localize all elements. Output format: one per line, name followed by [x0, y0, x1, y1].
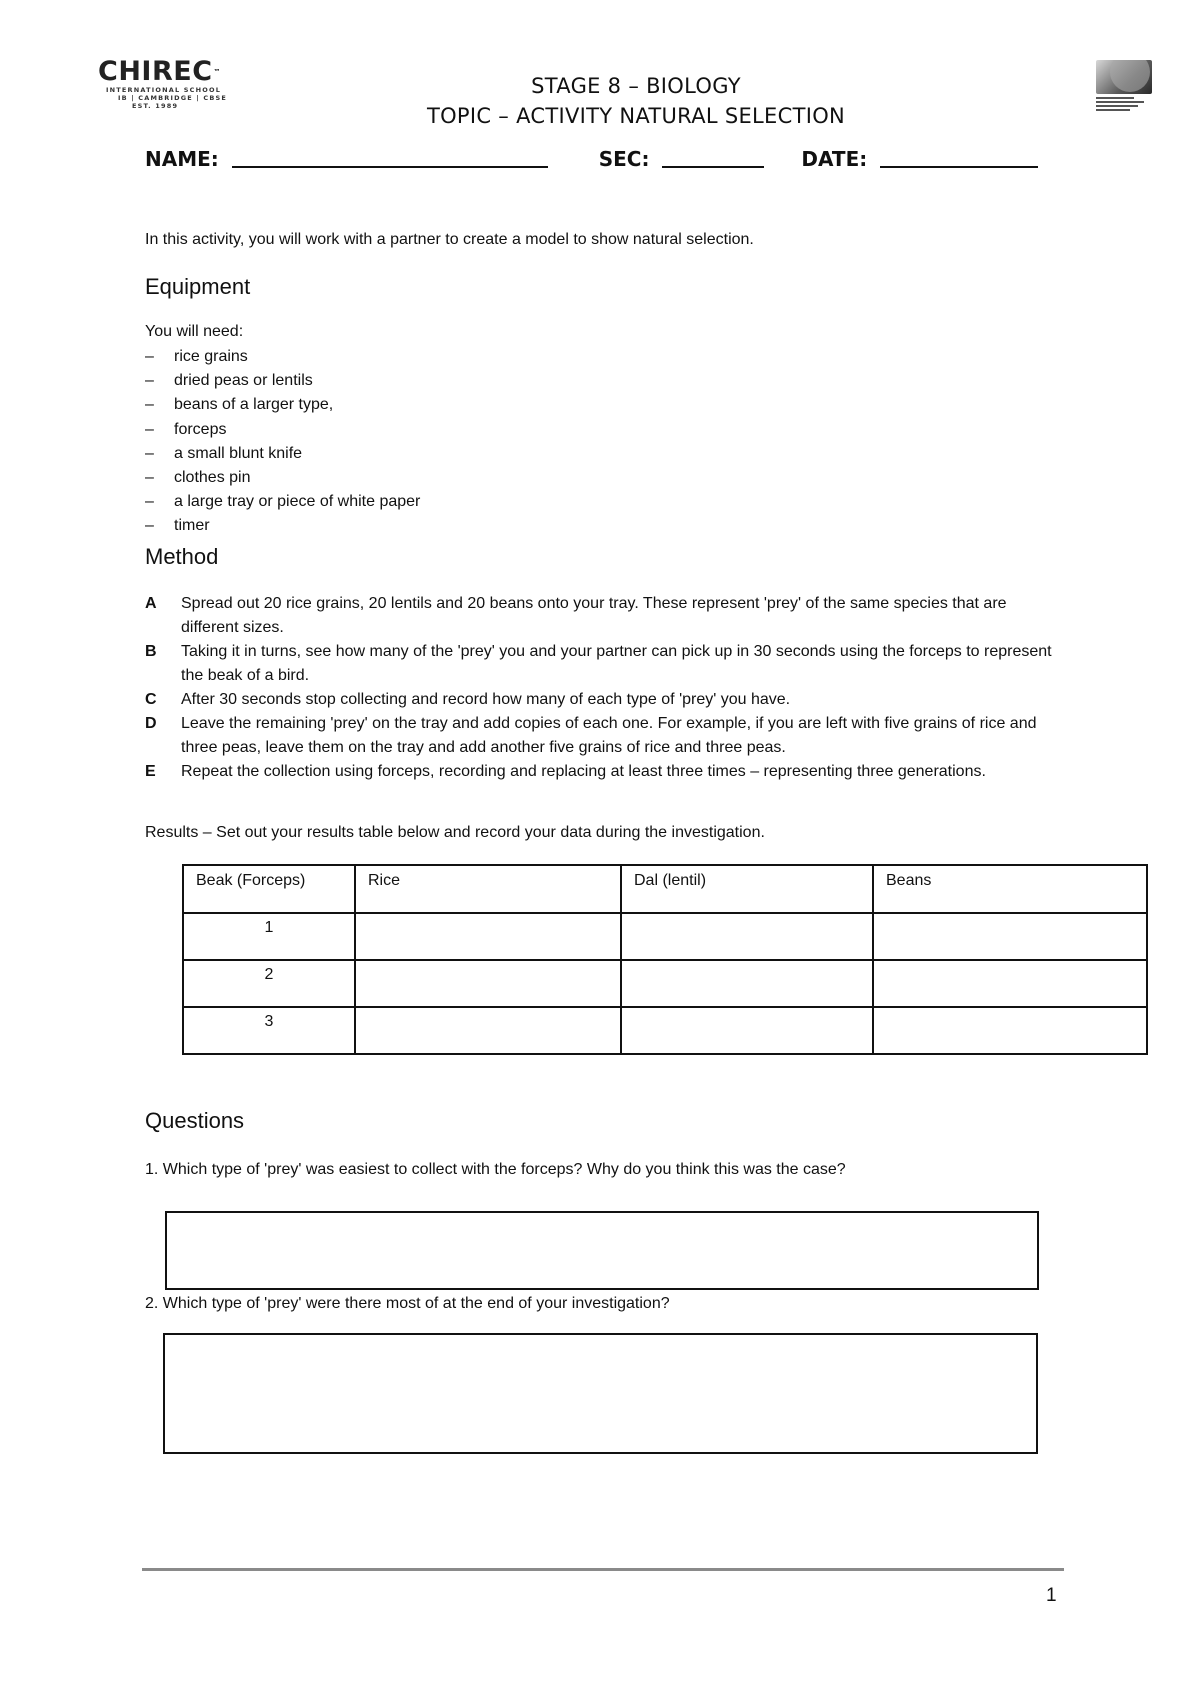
logo-wordmark: CHIREC™	[98, 56, 222, 87]
table-cell[interactable]	[621, 913, 873, 960]
row-number: 1	[183, 913, 355, 960]
table-row	[183, 960, 1147, 1007]
table-cell[interactable]	[355, 913, 621, 960]
table-cell[interactable]	[621, 960, 873, 1007]
equipment-list	[145, 345, 420, 539]
date-label: DATE:	[801, 147, 868, 171]
date-blank[interactable]	[880, 146, 1038, 168]
list-item: – timer	[145, 517, 210, 535]
header-beans: Beans	[873, 865, 1147, 913]
name-label: NAME:	[145, 147, 219, 171]
row-number: 3	[183, 1007, 355, 1054]
equipment-heading: Equipment	[145, 274, 251, 299]
method-heading: Method	[145, 544, 219, 569]
method-step-b: B Taking it in turns, see how many of the 'prey' you and your partner can pick up in 30 seconds using the forceps to represent the beak of a bird.	[145, 643, 1052, 684]
list-item: – rice grains	[145, 348, 248, 365]
student-info-row	[145, 146, 1038, 171]
list-item: – a small blunt knife	[145, 444, 303, 462]
page-number: 1	[1046, 1585, 1057, 1606]
table-cell[interactable]	[621, 1007, 873, 1054]
list-item: – beans of a larger type,	[145, 396, 334, 414]
answer-box-1[interactable]	[165, 1211, 1039, 1290]
intro-text: In this activity, you will work with a partner to create a model to show natural selection.	[145, 231, 754, 248]
table-row	[183, 913, 1147, 960]
questions-heading: Questions	[145, 1108, 245, 1133]
answer-box-2[interactable]	[163, 1333, 1038, 1454]
sec-blank[interactable]	[662, 146, 764, 168]
list-item: – clothes pin	[145, 468, 251, 486]
topic-title: TOPIC – ACTIVITY NATURAL SELECTION	[426, 104, 846, 128]
logo-line-2: IB | CAMBRIDGE | CBSE	[118, 94, 228, 102]
question-1: 1. Which type of 'prey' was easiest to collect with the forceps? Why do you think this was the case?	[145, 1161, 846, 1178]
results-instruction: Results – Set out your results table below and record your data during the investigation.	[145, 824, 765, 841]
stage-title: STAGE 8 – BIOLOGY	[531, 74, 741, 98]
method-step-e: E Repeat the collection using forceps, recording and replacing at least three times – representing three generations.	[145, 763, 986, 780]
header-rice: Rice	[355, 865, 621, 913]
table-row	[183, 1007, 1147, 1054]
method-step-c: C After 30 seconds stop collecting and record how many of each type of 'prey' you have.	[145, 691, 791, 708]
equipment-lead: You will need:	[145, 323, 244, 340]
table-header-row	[183, 865, 1147, 913]
header-beak: Beak (Forceps)	[183, 865, 355, 913]
method-step-a: A Spread out 20 rice grains, 20 lentils and 20 beans onto your tray. These represent 'prey' of the same species that are different sizes.	[145, 595, 1007, 636]
table-cell[interactable]	[873, 1007, 1147, 1054]
table-cell[interactable]	[873, 960, 1147, 1007]
method-steps	[145, 592, 1065, 784]
name-blank[interactable]	[232, 146, 548, 168]
sec-label: SEC:	[598, 147, 650, 171]
table-cell[interactable]	[355, 960, 621, 1007]
method-step-d: D Leave the remaining 'prey' on the tray and add copies of each one. For example, if you are left with five grains of rice and three peas, leave them on the tray and add another five grains of rice and three peas.	[145, 715, 1037, 756]
logo-line-3: EST. 1989	[132, 102, 179, 110]
list-item: – a large tray or piece of white paper	[145, 493, 421, 511]
table-cell[interactable]	[355, 1007, 621, 1054]
list-item: – dried peas or lentils	[145, 372, 313, 390]
logo-line-1: INTERNATIONAL SCHOOL	[106, 86, 222, 94]
header-dal: Dal (lentil)	[621, 865, 873, 913]
question-2: 2. Which type of 'prey' were there most of at the end of your investigation?	[145, 1295, 670, 1312]
footer-divider	[142, 1568, 1064, 1571]
row-number: 2	[183, 960, 355, 1007]
table-cell[interactable]	[873, 913, 1147, 960]
results-table	[182, 864, 1148, 1055]
list-item: – forceps	[145, 420, 227, 438]
